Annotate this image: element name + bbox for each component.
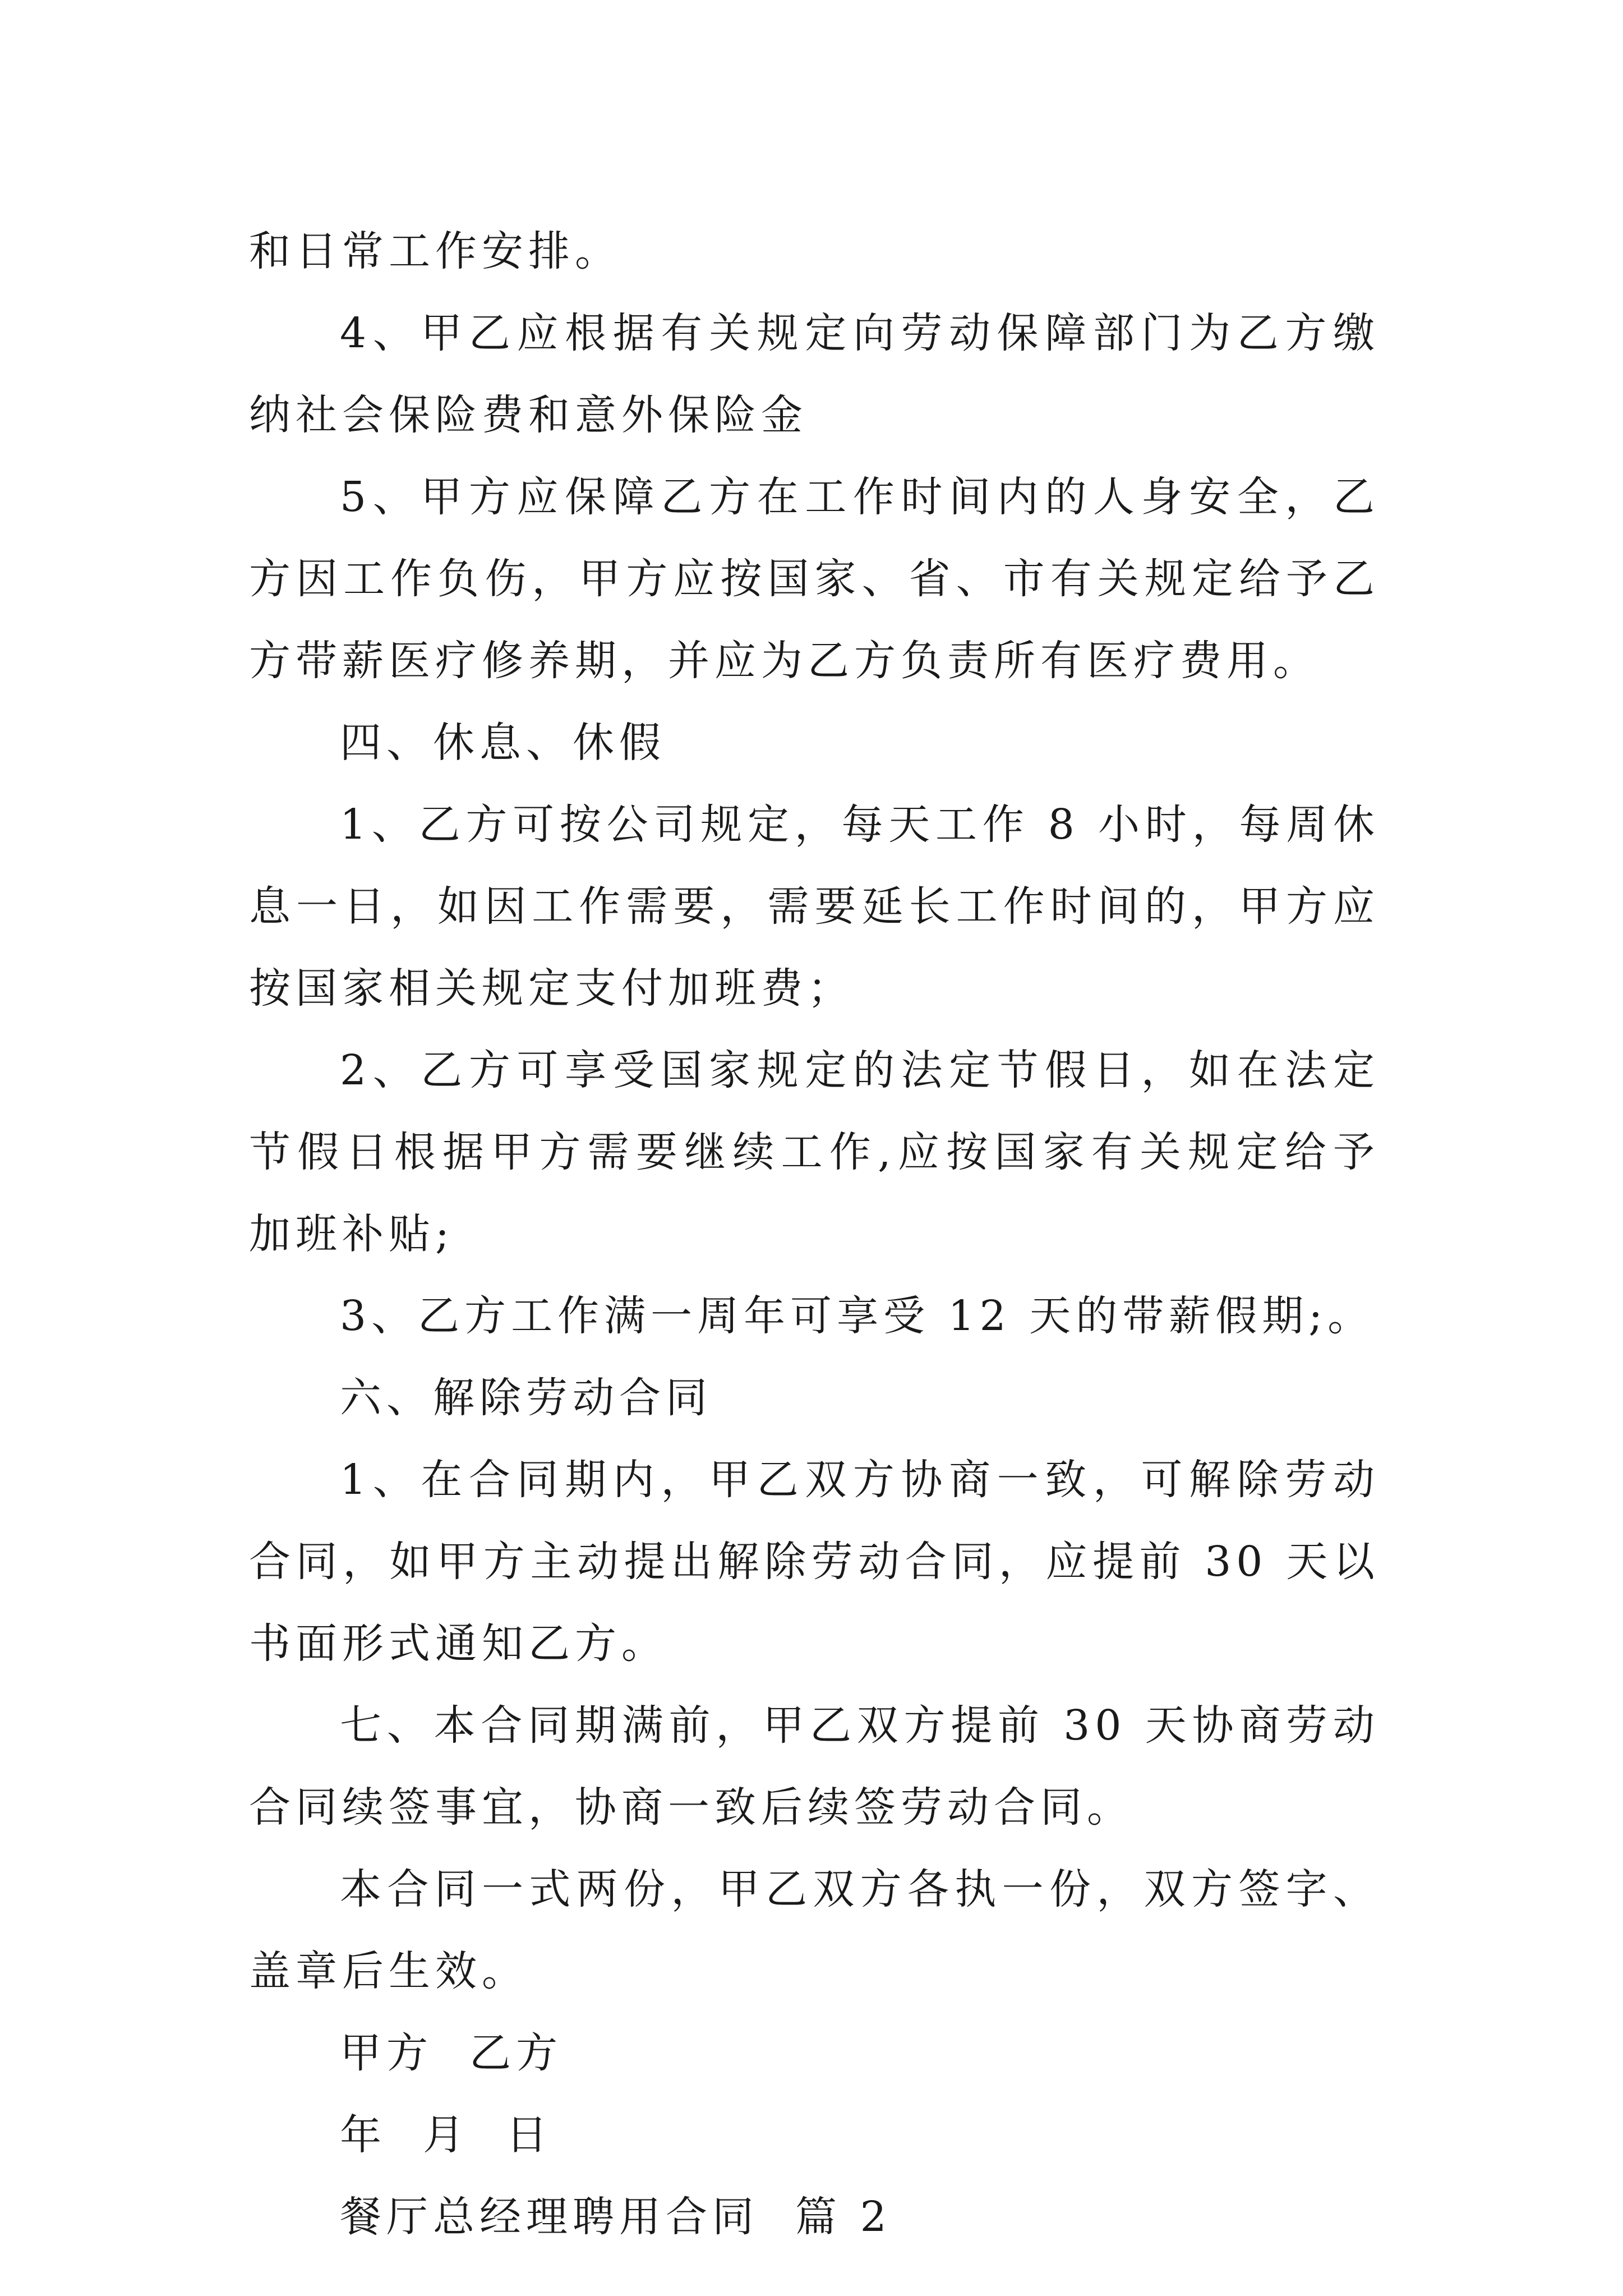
paragraph-clause-3-5: 5、甲方应保障乙方在工作时间内的人身安全，乙方因工作负伤，甲方应按国家、省、市有关规定给予乙方带薪医疗修养期，并应为乙方负责所有医疗费用。	[249, 473, 1380, 685]
signature-date-line: 年 月 日	[340, 2111, 553, 2159]
section-heading-termination: 六、解除劳动合同	[340, 1374, 712, 1422]
paragraph-clause-4-2: 2、乙方可享受国家规定的法定节假日，如在法定节假日根据甲方需要继续工作,应按国家有关规定给予加班补贴;	[249, 1046, 1380, 1258]
paragraph-work-arrangement-tail: 和日常工作安排。	[249, 227, 621, 275]
paragraph-section-7-renewal: 七、本合同期满前，甲乙双方提前 30 天协商劳动合同续签事宜，协商一致后续签劳动合同。	[249, 1701, 1380, 1832]
paragraph-clause-3-4: 4、甲乙应根据有关规定向劳动保障部门为乙方缴纳社会保险费和意外保险金	[249, 309, 1380, 439]
signature-parties-line: 甲方 乙方	[340, 2029, 563, 2077]
paragraph-copies: 本合同一式两份，甲乙双方各执一份，双方签字、盖章后生效。	[249, 1865, 1380, 1995]
paragraph-clause-6-1: 1、在合同期内，甲乙双方协商一致，可解除劳动合同，如甲方主动提出解除劳动合同，应提前 30 天以书面形式通知乙方。	[249, 1456, 1380, 1668]
paragraph-clause-4-1: 1、乙方可按公司规定，每天工作 8 小时，每周休息一日，如因工作需要，需要延长工作时间的，甲方应按国家相关规定支付加班费；	[249, 800, 1380, 1013]
section-heading-rest-leave: 四、休息、休假	[340, 719, 666, 767]
paragraph-clause-4-3: 3、乙方工作满一周年可享受 12 天的带薪假期;。	[340, 1292, 1375, 1340]
document-body	[249, 210, 1380, 2258]
part-2-title: 餐厅总经理聘用合同 篇 2	[340, 2193, 892, 2241]
